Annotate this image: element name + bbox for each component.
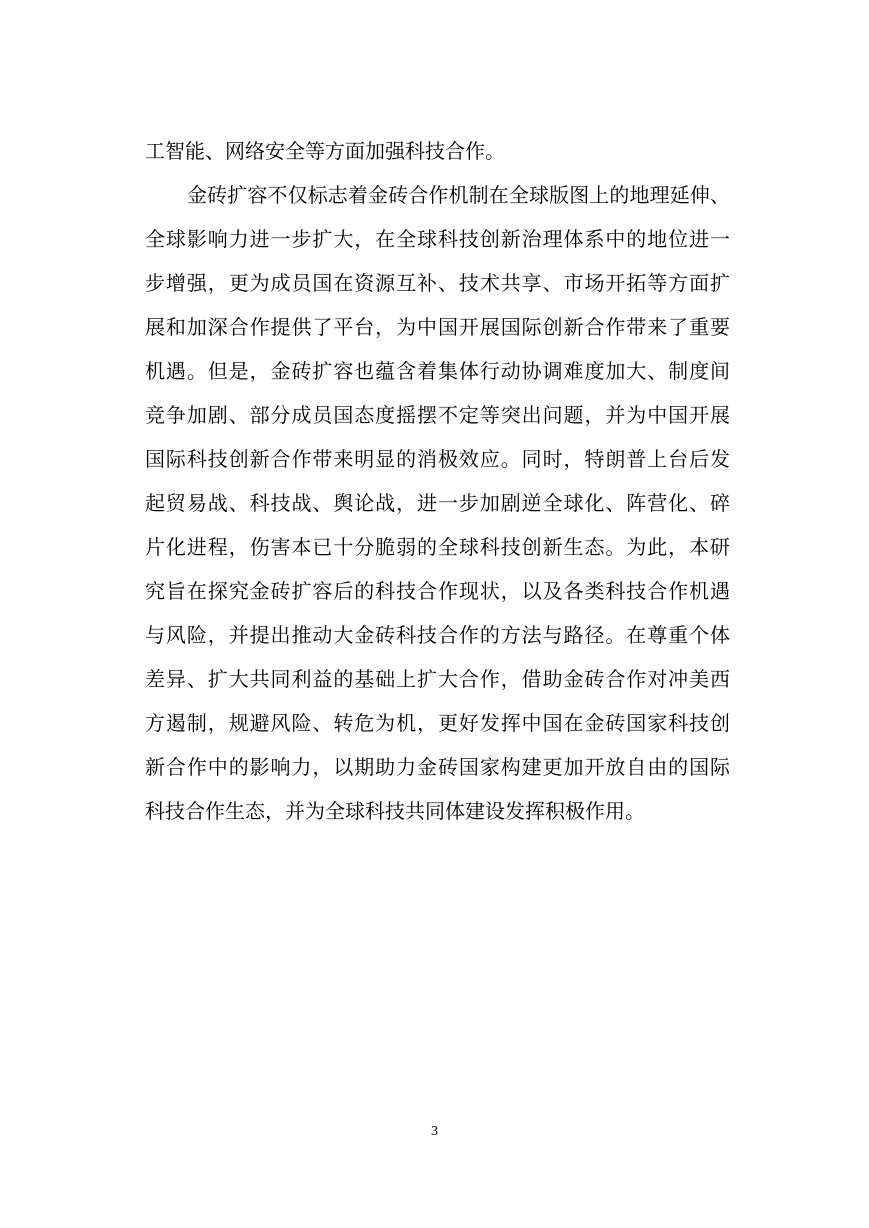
text-line: 步增强，更为成员国在资源互补、技术共享、市场开拓等方面扩 (145, 271, 730, 295)
paragraph-first-line: 金砖扩容不仅标志着金砖合作机制在全球版图上的地理延伸、 (187, 183, 730, 207)
text-line: 全球影响力进一步扩大，在全球科技创新治理体系中的地位进一 (145, 227, 730, 251)
text-line: 竞争加剧、部分成员国态度摇摆不定等突出问题，并为中国开展 (145, 403, 730, 427)
text-line: 究旨在探究金砖扩容后的科技合作现状，以及各类科技合作机遇 (145, 579, 730, 603)
text-line: 片化进程，伤害本已十分脆弱的全球科技创新生态。为此，本研 (145, 535, 730, 559)
text-line: 科技合作生态，并为全球科技共同体建设发挥积极作用。 (145, 799, 645, 823)
text-line: 差异、扩大共同利益的基础上扩大合作，借助金砖合作对冲美西 (145, 667, 730, 691)
text-line: 国际科技创新合作带来明显的消极效应。同时，特朗普上台后发 (145, 447, 730, 471)
text-line: 工智能、网络安全等方面加强科技合作。 (145, 139, 505, 163)
text-line: 新合作中的影响力，以期助力金砖国家构建更加开放自由的国际 (145, 755, 730, 779)
body-text (145, 129, 730, 833)
text-line: 展和加深合作提供了平台，为中国开展国际创新合作带来了重要 (145, 315, 730, 339)
text-line: 方遏制，规避风险、转危为机，更好发挥中国在金砖国家科技创 (145, 711, 730, 735)
page-number: 3 (431, 1124, 438, 1139)
text-line: 机遇。但是，金砖扩容也蕴含着集体行动协调难度加大、制度间 (145, 359, 730, 383)
text-line: 起贸易战、科技战、舆论战，进一步加剧逆全球化、阵营化、碎 (145, 491, 730, 515)
text-line: 与风险，并提出推动大金砖科技合作的方法与路径。在尊重个体 (145, 623, 730, 647)
